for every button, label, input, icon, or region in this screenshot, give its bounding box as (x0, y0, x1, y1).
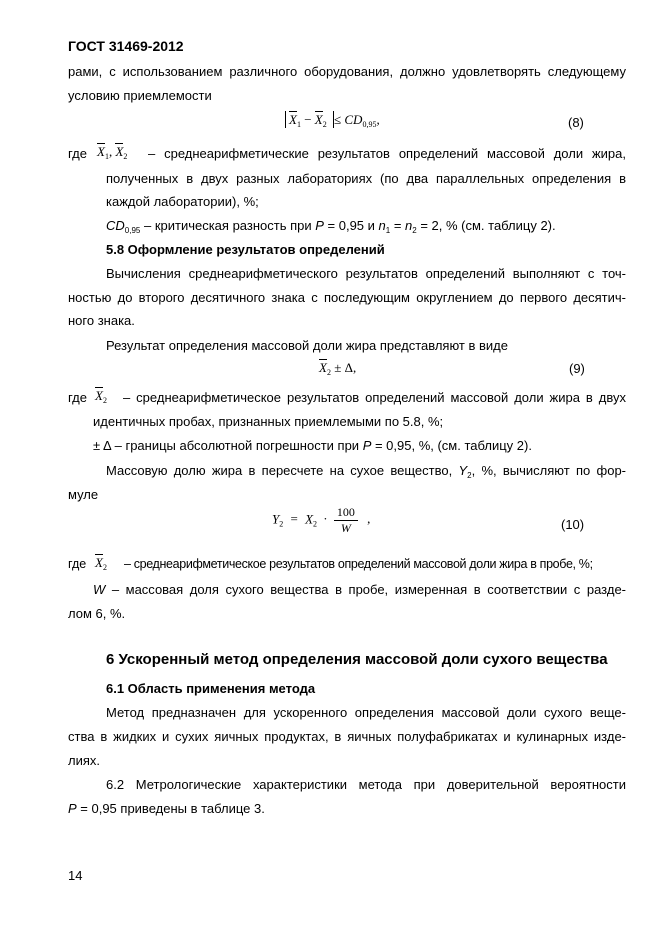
where-9-symbol (95, 388, 107, 405)
where-10-line-2-text: – массовая доля сухого вещества в пробе, измеренная в соответствии с разде- (105, 582, 626, 597)
where-8-n1: n (378, 218, 386, 233)
section-6-2-line-2 (68, 801, 265, 816)
section-5-8-p2: Результат определения массовой доли жира представляют в виде (106, 338, 508, 353)
formula-9-x: X (319, 360, 327, 375)
formula-8-number: (8) (568, 115, 584, 130)
where-8-cd-text-a: – критическая разность при (140, 218, 316, 233)
where-8-symbols (97, 144, 127, 161)
formula-8-cd-sub: 0,95 (362, 120, 377, 129)
where-8-cd-text-b: = 0,95 и (323, 218, 379, 233)
dry-paragraph-y-sub: 2 (467, 471, 472, 480)
where-8-sub2: 2 (123, 152, 128, 161)
dry-paragraph-line-1 (106, 463, 626, 480)
dry-paragraph-line-2: муле (68, 487, 99, 502)
where-8-n2: n (405, 218, 413, 233)
dry-paragraph-text-b: , %, вычисляют по фор- (471, 463, 626, 478)
where-10-sub: 2 (102, 563, 107, 572)
section-6-2-text: = 0,95 приведены в таблице 3. (76, 801, 265, 816)
formula-10-dot: · (323, 511, 328, 527)
formula-8-minus: − (304, 112, 312, 127)
formula-8-le: ≤ (334, 112, 342, 127)
section-6-heading: 6 Ускоренный метод определения массовой доли сухого вещества (106, 651, 608, 668)
where-10-line-1: – среднеарифметическое результатов определений массовой доли жира в пробе, %; (124, 557, 593, 571)
formula-10-number: (10) (561, 517, 585, 532)
where-8-sep: , (108, 144, 113, 159)
where-8-sub1: 1 (104, 152, 109, 161)
formula-8 (285, 112, 380, 129)
formula-10-y: Y (272, 511, 280, 527)
where-10-x: X (95, 555, 103, 570)
formula-10-x-sub: 2 (313, 519, 318, 529)
where-8-n2-sub: 2 (412, 226, 417, 235)
intro-line-1: рами, с использованием различного оборудования, должно удовлетворять следующему (68, 64, 626, 79)
where-10-line-3: лом 6, %. (68, 606, 126, 621)
where-9-line-3a: – границы абсолютной погрешности при (111, 438, 363, 453)
where-10-w: W (93, 582, 106, 597)
where-8-eq: = (390, 218, 406, 233)
where-9-line-3 (93, 438, 532, 453)
formula-9-pm: ± Δ (334, 360, 353, 375)
intro-line-2: условию приемлемости (68, 88, 212, 103)
where-9-p: P (362, 438, 372, 453)
where-9-x: X (95, 388, 103, 403)
section-5-8-p1-line-3: ного знака. (68, 313, 135, 328)
where-10-gde: где (68, 557, 87, 571)
section-5-8-p1-line-2: ностью до второго десятичного знака с последующим округлением до первого десятич- (68, 290, 626, 305)
where-8-cd-sub: 0,95 (124, 226, 141, 235)
formula-10-eq: = (290, 511, 298, 527)
formula-10-comma: , (367, 511, 371, 527)
section-6-2-p: P (68, 801, 77, 816)
where-9-sub: 2 (102, 396, 107, 405)
where-8-x1: X (97, 144, 105, 159)
section-5-8-p1-line-1: Вычисления среднеарифметического результатов определений выполняют с точ- (106, 266, 626, 281)
where-8-cd-line (106, 218, 556, 235)
where-8-x2: X (115, 144, 124, 159)
formula-8-x2: X (314, 112, 323, 127)
section-6-2-line-1: 6.2 Метрологические характеристики метода при доверительной вероятности (106, 777, 626, 792)
formula-9 (319, 360, 356, 377)
formula-8-sub1: 1 (296, 120, 301, 129)
where-8-p: P (315, 218, 324, 233)
where-8-line-3: каждой лаборатории), %; (106, 194, 259, 209)
formula-10-numerator: 100 (334, 505, 358, 521)
section-6-1-line-2: ства в жидких и сухих яичных продуктах, в яичных полуфабрикатах и кулинарных изде- (68, 729, 626, 744)
where-9-gde: где (68, 390, 87, 405)
formula-8-cd: CD (344, 112, 363, 127)
section-6-1-line-3: лиях. (68, 753, 100, 768)
where-8-line-1: – среднеарифметические результатов определений массовой доли жира, (148, 146, 626, 161)
section-5-8-heading: 5.8 Оформление результатов определений (106, 242, 385, 257)
formula-10-x: X (305, 511, 314, 527)
where-9-pm: ± Δ (93, 438, 111, 453)
section-6-1-line-1: Метод предназначен для ускоренного определения массовой доли сухого веще- (106, 705, 626, 720)
where-10-line-2 (93, 582, 626, 597)
where-8-n1-sub: 1 (385, 226, 391, 235)
formula-8-x1: X (289, 112, 297, 127)
formula-8-sub2: 2 (322, 120, 327, 129)
dry-paragraph-y: Y (458, 463, 468, 478)
page-number: 14 (68, 868, 83, 883)
where-8-line-2: полученных в двух разных лабораториях (по два параллельных определения в (106, 171, 626, 186)
where-8-cd: CD (106, 218, 125, 233)
where-10-symbol (95, 555, 107, 572)
document-header: ГОСТ 31469-2012 (68, 38, 184, 54)
formula-10-denominator: W (340, 521, 351, 535)
formula-10 (272, 505, 370, 536)
formula-9-number: (9) (569, 361, 585, 376)
formula-9-comma: , (352, 360, 357, 375)
formula-10-fraction (334, 505, 358, 536)
where-8-gde: где (68, 146, 87, 161)
dry-paragraph-text-a: Массовую долю жира в пересчете на сухое вещество, (106, 463, 459, 478)
where-8-cd-text-c: = 2, % (см. таблицу 2). (416, 218, 556, 233)
section-6-1-heading: 6.1 Область применения метода (106, 681, 316, 696)
where-9-line-2: идентичных пробах, признанных приемлемыми по 5.8, %; (93, 414, 444, 429)
formula-9-sub: 2 (326, 368, 331, 377)
formula-8-comma: , (376, 112, 380, 127)
where-9-line-1: – среднеарифметическое результатов определений массовой доли жира в двух (123, 390, 626, 405)
where-9-line-3b: = 0,95, %, (см. таблицу 2). (371, 438, 532, 453)
formula-10-y-sub: 2 (279, 519, 284, 529)
